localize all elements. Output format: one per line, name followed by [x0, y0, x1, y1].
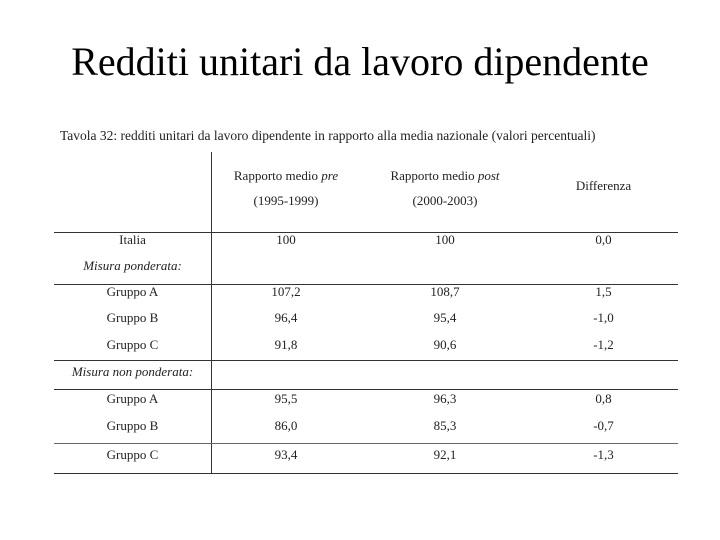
unweighted-row-c-label: Gruppo C: [106, 447, 159, 462]
unweighted-section-label: Misura non ponderata:: [71, 364, 194, 379]
header-post-italic: post: [477, 168, 500, 183]
unweighted-row-c-diff: -1,3: [593, 447, 614, 462]
weighted-row-c-post: 90,6: [433, 337, 457, 352]
weighted-row-a-pre: 107,2: [271, 284, 301, 299]
slide-title: Redditi unitari da lavoro dipendente: [71, 39, 649, 84]
weighted-row-c-diff: -1,2: [593, 337, 614, 352]
unweighted-row-a-post: 96,3: [433, 391, 457, 406]
unweighted-row-a-diff: 0,8: [595, 391, 612, 406]
weighted-row-c-pre: 91,8: [274, 337, 298, 352]
weighted-row-c-label: Gruppo C: [106, 337, 159, 352]
header-pre-years: (1995-1999): [253, 193, 319, 208]
row-italia-pre: 100: [276, 232, 296, 247]
header-pre-italic: pre: [321, 168, 339, 183]
row-rule: [54, 443, 678, 444]
weighted-row-b-post: 95,4: [433, 310, 457, 325]
header-pre: [211, 168, 361, 184]
unweighted-row-a-label: Gruppo A: [106, 391, 159, 406]
unweighted-row-b-pre: 86,0: [274, 418, 298, 433]
weighted-row-b-diff: -1,0: [593, 310, 614, 325]
header-diff: Differenza: [575, 178, 632, 193]
unweighted-row-b-diff: -0,7: [593, 418, 614, 433]
unweighted-row-a-pre: 95,5: [274, 391, 298, 406]
table-caption: Tavola 32: redditi unitari da lavoro dipendente in rapporto alla media nazionale (valori percentuali): [60, 128, 596, 143]
header-post-years: (2000-2003): [412, 193, 478, 208]
unweighted-rule: [54, 389, 678, 390]
row-italia-label: Italia: [119, 232, 146, 247]
row-italia-diff: 0,0: [595, 232, 612, 247]
data-table: [54, 152, 678, 474]
section-rule: [54, 360, 678, 361]
weighted-row-b-pre: 96,4: [274, 310, 298, 325]
bottom-rule: [54, 473, 678, 474]
unweighted-row-b-post: 85,3: [433, 418, 457, 433]
unweighted-row-c-post: 92,1: [433, 447, 457, 462]
header-post: [361, 168, 529, 184]
weighted-row-b-label: Gruppo B: [106, 310, 159, 325]
header-post-label: Rapporto medio: [390, 168, 475, 183]
weighted-section-label: Misura ponderata:: [83, 258, 182, 273]
unweighted-row-c-pre: 93,4: [274, 447, 298, 462]
weighted-row-a-diff: 1,5: [595, 284, 612, 299]
weighted-row-a-post: 108,7: [430, 284, 460, 299]
row-italia-post: 100: [435, 232, 455, 247]
weighted-row-a-label: Gruppo A: [106, 284, 159, 299]
header-pre-label: Rapporto medio: [233, 168, 319, 183]
unweighted-row-b-label: Gruppo B: [106, 418, 159, 433]
